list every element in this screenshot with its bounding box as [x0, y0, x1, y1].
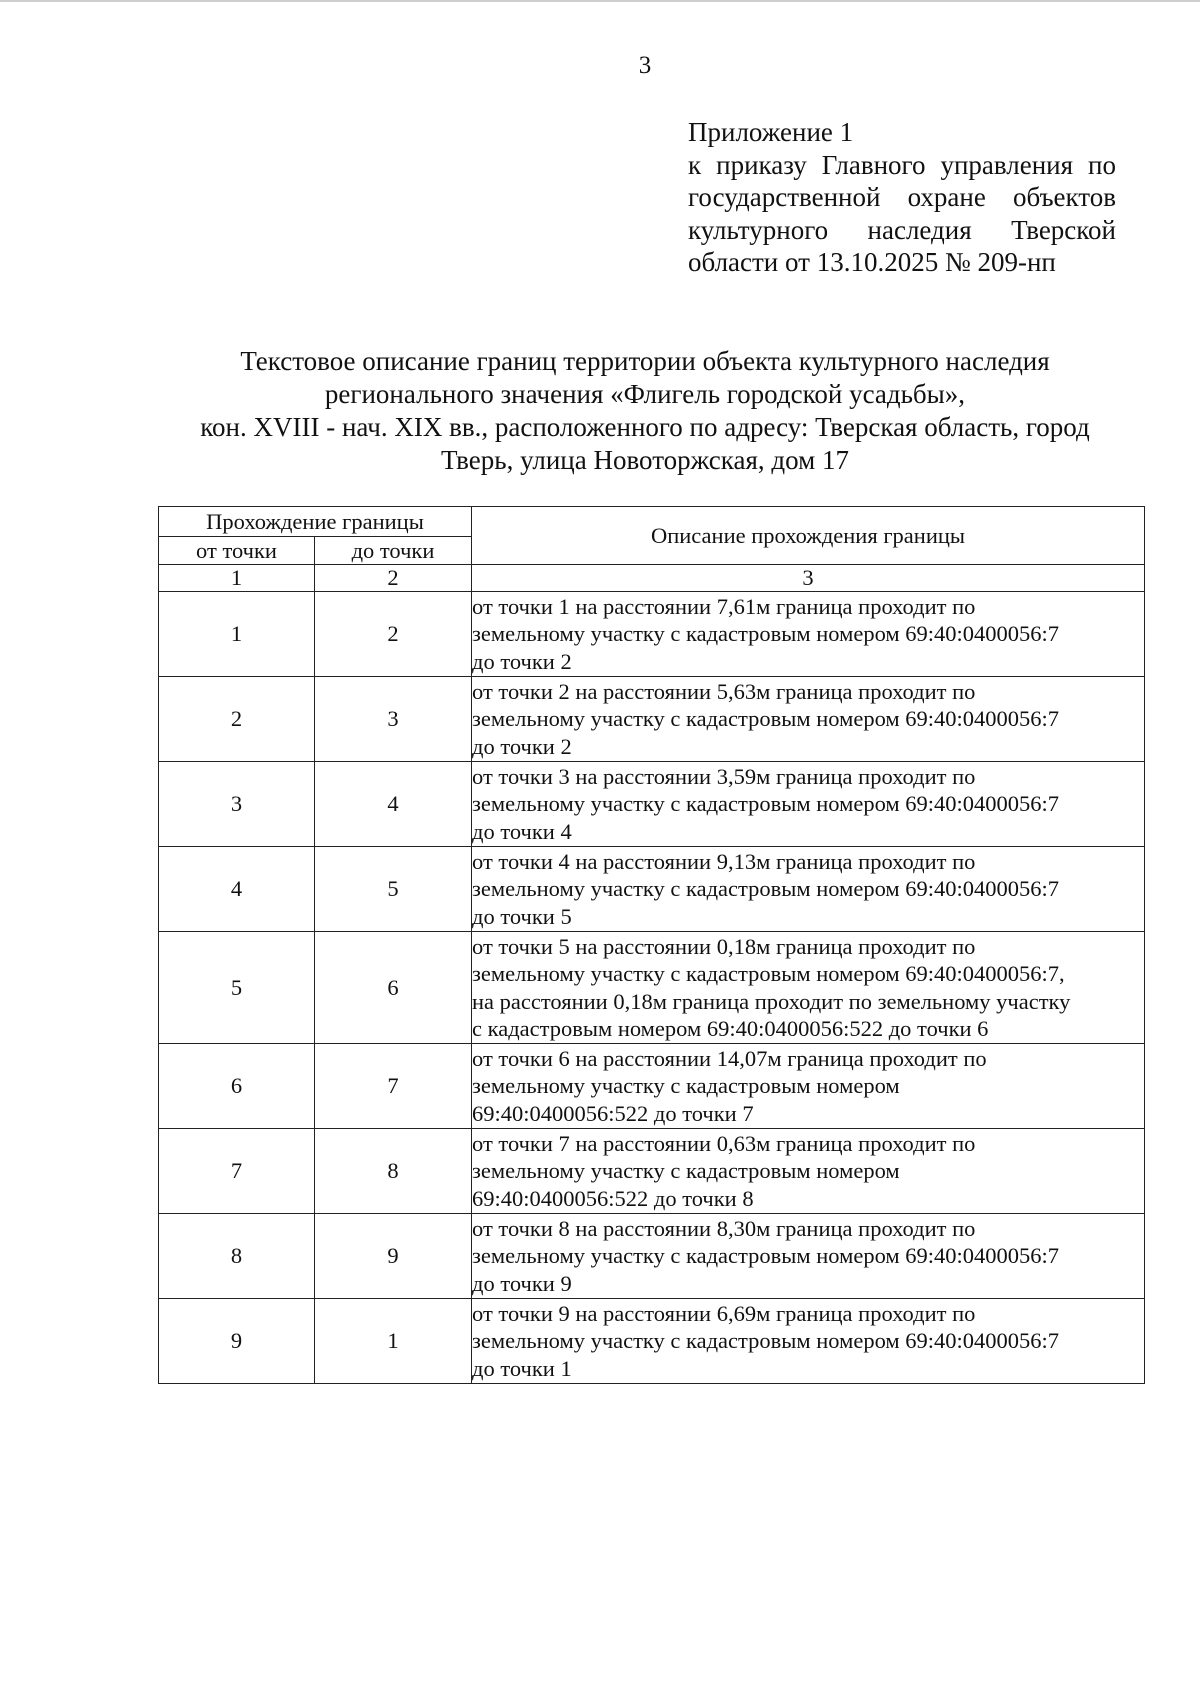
appendix-line: к приказу Главного управления по	[688, 149, 1116, 180]
description-cell	[472, 932, 1145, 1044]
from-point-cell: 4	[159, 847, 315, 932]
table-row	[159, 762, 1145, 847]
description-line: с кадастровым номером 69:40:0400056:522 до точки 6	[472, 1016, 989, 1041]
description-cell	[472, 1044, 1145, 1129]
description-line: земельному участку с кадастровым номером 69:40:0400056:7,	[472, 961, 1065, 986]
description-line: земельному участку с кадастровым номером	[472, 1073, 900, 1099]
description-line: до точки 2	[472, 648, 572, 674]
description-line: от точки 8 на расстоянии 8,30м граница проходит по	[472, 1215, 976, 1241]
column-number: 3	[472, 565, 1145, 592]
description-line: земельному участку с кадастровым номером 69:40:0400056:7	[472, 1243, 1060, 1269]
appendix-line: государственной охране объектов	[688, 182, 1116, 212]
table-row	[159, 1044, 1145, 1129]
table-row	[159, 1214, 1145, 1299]
to-point-cell: 1	[315, 1299, 472, 1384]
description-cell	[472, 762, 1145, 847]
to-point-cell: 9	[315, 1214, 472, 1299]
description-cell	[472, 677, 1145, 762]
description-line: до точки 9	[472, 1270, 572, 1296]
to-point-cell: 2	[315, 592, 472, 677]
header-to-point: до точки	[315, 537, 472, 565]
to-point-cell: 3	[315, 677, 472, 762]
description-line: земельному участку с кадастровым номером 69:40:0400056:7	[472, 791, 1060, 817]
description-line: 69:40:0400056:522 до точки 7	[472, 1100, 754, 1126]
table-row	[159, 677, 1145, 762]
description-line: от точки 9 на расстоянии 6,69м граница проходит по	[472, 1300, 976, 1326]
description-line: до точки 1	[472, 1355, 572, 1381]
description-cell	[472, 1299, 1145, 1384]
page-number: 3	[638, 52, 652, 79]
description-line: от точки 1 на расстоянии 7,61м граница проходит по	[472, 593, 976, 619]
appendix-line: культурного наследия Тверской	[688, 214, 1116, 245]
table-row	[159, 847, 1145, 932]
title-line: Текстовое описание границ территории объекта культурного наследия	[240, 346, 1050, 376]
column-number: 2	[315, 565, 472, 592]
title-line: регионального значения «Флигель городской усадьбы»,	[324, 379, 966, 409]
from-point-cell: 3	[159, 762, 315, 847]
to-point-cell: 8	[315, 1129, 472, 1214]
description-line: земельному участку с кадастровым номером 69:40:0400056:7	[472, 876, 1060, 902]
from-point-cell: 2	[159, 677, 315, 762]
title-line: кон. XVIII - нач. XIX вв., расположенного по адресу: Тверская область, город	[200, 412, 1090, 442]
boundary-table	[158, 506, 1145, 1384]
description-line: до точки 5	[472, 903, 572, 929]
header-from-point: от точки	[159, 537, 315, 565]
description-cell	[472, 592, 1145, 677]
from-point-cell: 8	[159, 1214, 315, 1299]
document-title	[150, 345, 1140, 477]
description-line: земельному участку с кадастровым номером 69:40:0400056:7	[472, 706, 1060, 732]
description-line: от точки 2 на расстоянии 5,63м граница проходит по	[472, 678, 976, 704]
header-boundary-passage: Прохождение границы	[159, 507, 472, 537]
table-row	[159, 1129, 1145, 1214]
description-line: до точки 2	[472, 733, 572, 759]
title-line: Тверь, улица Новоторжская, дом 17	[441, 445, 849, 475]
from-point-cell: 6	[159, 1044, 315, 1129]
to-point-cell: 4	[315, 762, 472, 847]
header-description: Описание прохождения границы	[472, 507, 1145, 565]
table-body	[159, 592, 1145, 1384]
from-point-cell: 9	[159, 1299, 315, 1384]
description-line: от точки 6 на расстоянии 14,07м граница проходит по	[472, 1045, 987, 1071]
to-point-cell: 5	[315, 847, 472, 932]
description-line: земельному участку с кадастровым номером 69:40:0400056:7	[472, 1328, 1060, 1354]
column-number: 1	[159, 565, 315, 592]
from-point-cell: 5	[159, 932, 315, 1044]
description-line: от точки 3 на расстоянии 3,59м граница проходит по	[472, 763, 976, 789]
description-line: 69:40:0400056:522 до точки 8	[472, 1185, 754, 1211]
description-line: от точки 4 на расстоянии 9,13м граница проходит по	[472, 848, 976, 874]
to-point-cell: 7	[315, 1044, 472, 1129]
description-cell	[472, 1214, 1145, 1299]
description-line: от точки 5 на расстоянии 0,18м граница проходит по	[472, 933, 976, 959]
description-line: на расстоянии 0,18м граница проходит по земельному участку	[472, 988, 1071, 1014]
page-top-border	[0, 0, 1200, 2]
to-point-cell: 6	[315, 932, 472, 1044]
description-line: до точки 4	[472, 818, 572, 844]
description-line: земельному участку с кадастровым номером	[472, 1158, 900, 1184]
description-line: от точки 7 на расстоянии 0,63м граница проходит по	[472, 1130, 976, 1156]
from-point-cell: 7	[159, 1129, 315, 1214]
appendix-line: Приложение 1	[688, 117, 854, 147]
table-row	[159, 932, 1145, 1044]
from-point-cell: 1	[159, 592, 315, 677]
appendix-block	[688, 116, 1116, 279]
description-cell	[472, 1129, 1145, 1214]
appendix-line: области от 13.10.2025 № 209-нп	[688, 247, 1056, 277]
table-row	[159, 592, 1145, 677]
description-cell	[472, 847, 1145, 932]
description-line: земельному участку с кадастровым номером 69:40:0400056:7	[472, 621, 1060, 647]
table-row	[159, 1299, 1145, 1384]
